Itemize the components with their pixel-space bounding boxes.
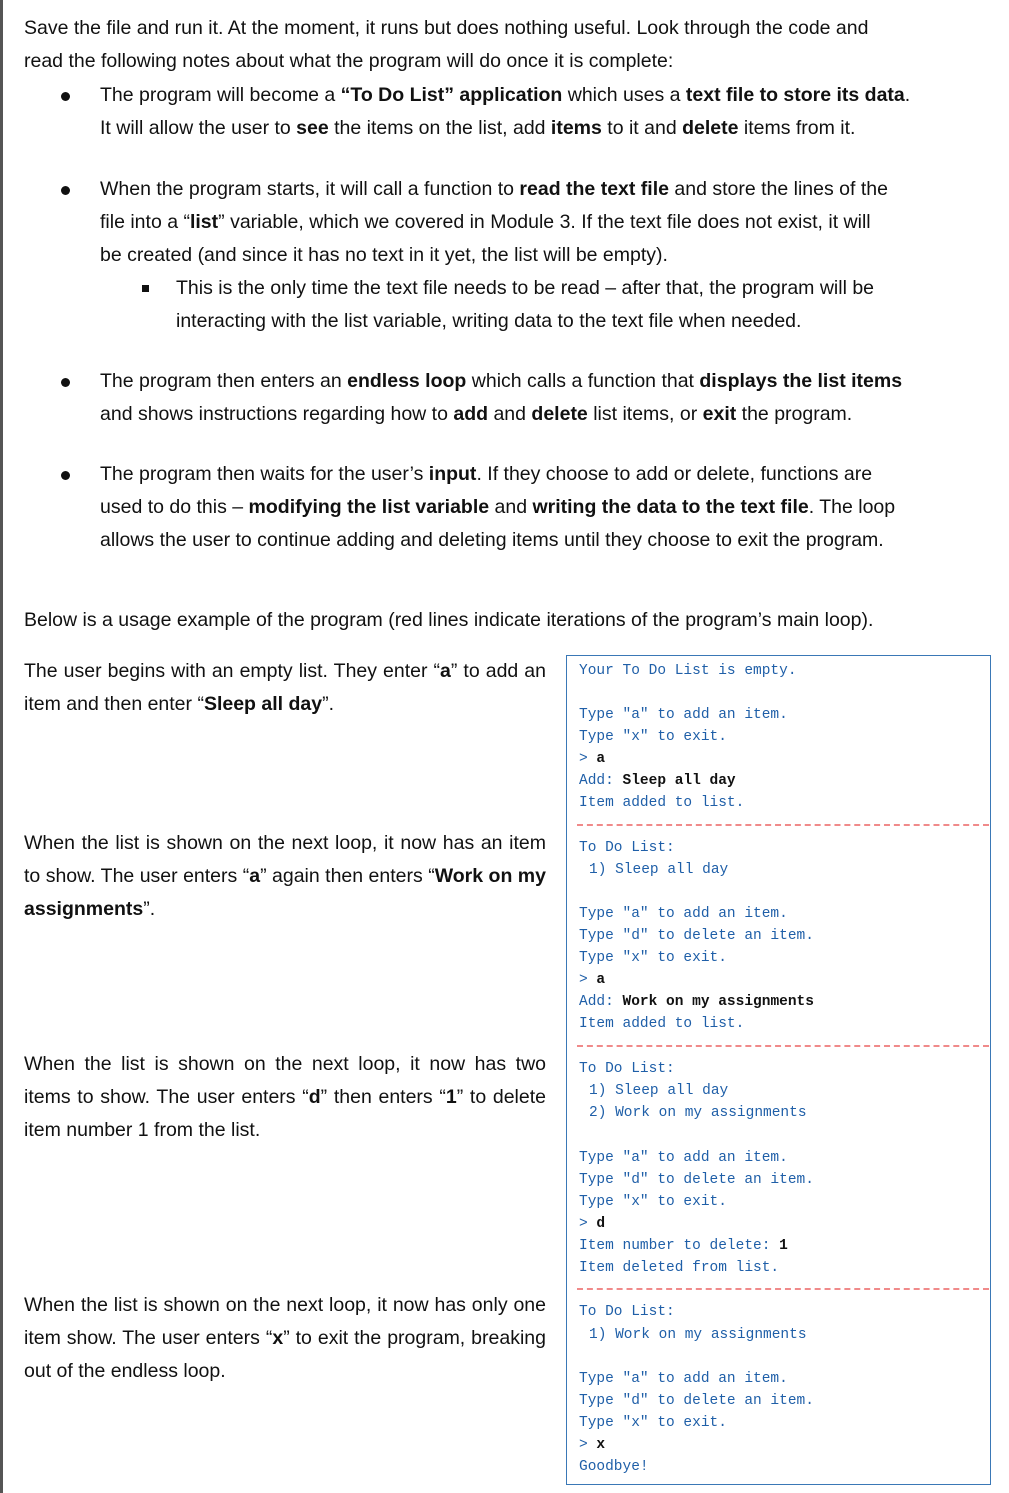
terminal-line: Type "d" to delete an item. <box>579 1393 814 1409</box>
terminal-line: Type "a" to add an item. <box>579 1371 788 1387</box>
intro-paragraph: Save the file and run it. At the moment, it runs but does nothing useful. Look through the code and read the following notes about what the program will do once it is complete: <box>24 17 869 72</box>
terminal-line: Type "d" to delete an item. <box>579 928 814 944</box>
loop-separator <box>577 1288 989 1290</box>
terminal-output-box <box>566 655 991 1485</box>
terminal-line: Type "x" to exit. <box>579 729 727 745</box>
terminal-line: Type "x" to exit. <box>579 1415 727 1431</box>
terminal-input-line: Add: Sleep all day <box>579 773 736 789</box>
terminal-line: Type "a" to add an item. <box>579 1150 788 1166</box>
loop-separator <box>577 824 989 826</box>
terminal-input-line: > a <box>579 751 606 767</box>
terminal-line: Type "x" to exit. <box>579 950 727 966</box>
description-iteration-2: When the list is shown on the next loop, it now has an item to show. The user enters “a” again then enters “Work on my assignments”. <box>24 832 546 920</box>
sub-bullet: This is the only time the text file needs to be read – after that, the program will be interacting with the list variable, writing data to the text file when needed. <box>176 277 875 332</box>
terminal-line: To Do List: <box>579 1061 675 1077</box>
loop-separator <box>577 1045 989 1047</box>
terminal-list-item: 1) Sleep all day <box>589 1083 729 1099</box>
terminal-input-line: Add: Work on my assignments <box>579 994 814 1010</box>
terminal-list-item: 1) Sleep all day <box>589 862 729 878</box>
terminal-line: Type "a" to add an item. <box>579 707 788 723</box>
description-iteration-1: The user begins with an empty list. They enter “a” to add an item and then enter “Sleep all day”. <box>24 660 546 715</box>
bullet-dot-icon <box>61 92 70 101</box>
description-iteration-4: When the list is shown on the next loop, it now has only one item show. The user enters “x” to exit the program, breaking out of the endless loop. <box>24 1294 546 1382</box>
terminal-line: Type "d" to delete an item. <box>579 1172 814 1188</box>
terminal-line: Type "x" to exit. <box>579 1194 727 1210</box>
terminal-line: To Do List: <box>579 840 675 856</box>
terminal-line: Goodbye! <box>579 1459 649 1475</box>
terminal-list-item: 1) Work on my assignments <box>589 1327 807 1343</box>
terminal-line: Type "a" to add an item. <box>579 906 788 922</box>
bullet-dot-icon <box>61 186 70 195</box>
terminal-list-item: 2) Work on my assignments <box>589 1105 807 1121</box>
bullet-dot-icon <box>61 471 70 480</box>
bullet-dot-icon <box>61 378 70 387</box>
terminal-line: To Do List: <box>579 1304 675 1320</box>
terminal-input-line: > a <box>579 972 606 988</box>
description-iteration-3: When the list is shown on the next loop, it now has two items to show. The user enters “d” then enters “1” to delete item number 1 from the list. <box>24 1053 546 1141</box>
terminal-input-line: > d <box>579 1216 606 1232</box>
terminal-input-line: > x <box>579 1437 606 1453</box>
terminal-input-line: Item number to delete: 1 <box>579 1238 788 1254</box>
usage-intro: Below is a usage example of the program (red lines indicate iterations of the program’s main loop). <box>24 609 874 631</box>
terminal-line: Item deleted from list. <box>579 1260 780 1276</box>
terminal-line: Item added to list. <box>579 1016 745 1032</box>
document-page: Save the file and run it. At the moment, it runs but does nothing useful. Look through the code and read the following notes about what the program will do once it is complete: The program will become a “To Do List” application which uses a text file to store its data. It will allow the user to see the items on the list, add items to it and delete items from it. When the program starts, it will call a function to read the text file and store the lines of the file into a “list” variable, which we covered in Module 3. If the text file does not exist, it will be created (and since it has no text in it yet, the list will be empty). This is the only time the text file needs to be read – after that, the program will be interacting with the list variable, writing data to the text file when needed. The program then enters an endless loop which calls a function that displays the list items and shows instructions regarding how to add and delete list items, or exit the program. The program then waits for the user’s input. If they choose to add or delete, functions are used to do this – modifying the list variable and writing the data to the text file. The loop allows the user to continue adding and deleting items until they choose to exit the program. Below is a usage example of the program (red lines indicate iterations of the program’s main loop). The user begins with an empty list. They enter “a” to add an item and then enter “Sleep all day”. When the list is shown on the next loop, it now has an item to show. The user enters “a” again then enters “Work on my assignments”. When the list is shown on the next loop, it now has two items to show. The user enters “d” then enters “1” to delete item number 1 from the list. When the list is shown on the next loop, it now has only one item show. The user enters “x” to exit the program, breaking out of the endless loop. Your To Do List is empty. Type "a" to add an item. Type "x" to exit. > a Add: Sleep all day Item added to list. To Do List: 1) Sleep all day Type "a" to add an item. Type "d" to delete an item. Type "x" to exit. > a Add: Work on my assignments Item added to list. To Do List: 1) Sleep all day 2) Work on my assignments Type "a" to add an item. Type "d" to delete an item. Type "x" to exit. > d Item number to delete: 1 Item deleted from list. To Do List: 1) Work on my assignments Type "a" to add an item. Type "d" to delete an item. Type "x" to exit. > x Goodbye! <box>3 0 1009 1493</box>
sub-bullet-square-icon <box>142 285 149 292</box>
terminal-line: Item added to list. <box>579 795 745 811</box>
terminal-line: Your To Do List is empty. <box>579 663 797 679</box>
